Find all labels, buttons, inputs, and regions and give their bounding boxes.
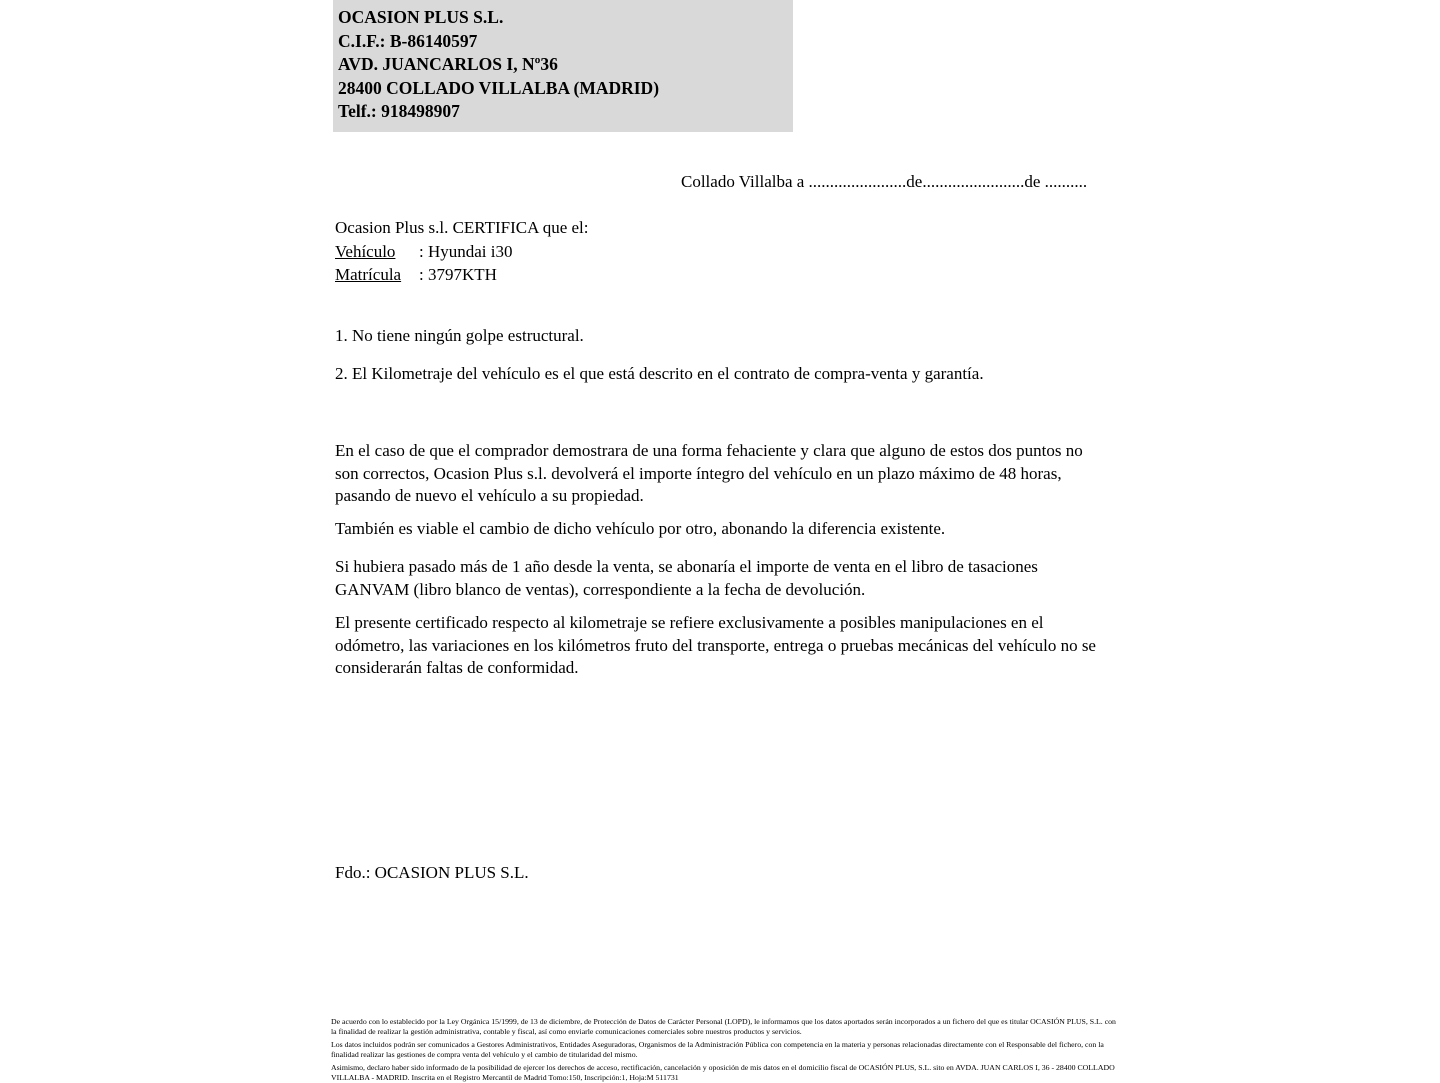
company-header-block (333, 0, 793, 132)
certified-point-1: 1. No tiene ningún golpe estructural. (335, 326, 584, 345)
certification-intro: Ocasion Plus s.l. CERTIFICA que el: (335, 218, 589, 237)
body-paragraph-2: También es viable el cambio de dicho vehículo por otro, abonando la diferencia existente. (335, 519, 946, 538)
place-and-date-line: Collado Villalba a .......................de........................de .......... (681, 172, 1088, 191)
certified-point-2: 2. El Kilometraje del vehículo es el que está descrito en el contrato de compra-venta y garantía. (335, 364, 984, 383)
signature-line: Fdo.: OCASION PLUS S.L. (335, 863, 529, 882)
company-cif: C.I.F.: B-86140597 (338, 30, 478, 51)
plate-value: : 3797KTH (419, 265, 497, 284)
company-address: AVD. JUANCARLOS I, Nº36 (338, 54, 558, 74)
legal-paragraph-3: Asimismo, declaro haber sido informado de la posibilidad de ejercer los derechos de acceso, rectificación, cancelación y oposición de mis datos en el domicilio fiscal de OCASIÓN PLUS, S.L. sito en AVDA. JUAN CARLOS I, 36 - 28400 COLLADO VILLALBA - MADRID. Inscrita en el Registro Mercantil de Madrid Tomo:150, Inscripción:1, Hoja:M 511731 (331, 1063, 1115, 1082)
body-paragraph-4: El presente certificado respecto al kilometraje se refiere exclusivamente a posibles manipulaciones en el odómetro, las variaciones en los kilómetros fruto del transporte, entrega o pruebas mecánicas del vehículo no se considerarán faltas de conformidad. (335, 613, 1096, 677)
body-paragraph-1: En el caso de que el comprador demostrara de una forma fehaciente y clara que alguno de estos dos puntos no son correctos, Ocasion Plus s.l. devolverá el importe íntegro del vehículo en un plazo máximo de 48 horas, pasando de nuevo el vehículo a su propiedad. (335, 441, 1083, 505)
company-city: 28400 COLLADO VILLALBA (MADRID) (338, 77, 660, 98)
plate-row (335, 263, 589, 287)
vehicle-row (335, 240, 589, 264)
company-name: OCASION PLUS S.L. (338, 7, 504, 27)
plate-label: Matrícula (335, 265, 402, 284)
certification-block (335, 216, 589, 287)
company-phone: Telf.: 918498907 (338, 101, 460, 121)
legal-paragraph-2: Los datos incluidos podrán ser comunicados a Gestores Administrativos, Entidades Aseguradoras, Organismos de la Administración Pública con competencia en la materia y personas relacionadas directamente con el Responsable del fichero, con la finalidad realizar las gestiones de compra venta del vehículo y el cambio de titularidad del mismo. (331, 1040, 1104, 1059)
body-paragraph-3: Si hubiera pasado más de 1 año desde la venta, se abonaría el importe de venta en el libro de tasaciones GANVAM (libro blanco de ventas), correspondiente a la fecha de devolución. (335, 557, 1038, 599)
legal-paragraph-1: De acuerdo con lo establecido por la Ley Orgánica 15/1999, de 13 de diciembre, de Protección de Datos de Carácter Personal (LOPD), le informamos que los datos aportados serán incorporados a un fichero del que es titular OCASIÓN PLUS, S.L. con la finalidad de realizar la gestión administrativa, contable y fiscal, así como enviarle comunicaciones comerciales sobre nuestros productos y servicios. (331, 1017, 1116, 1036)
vehicle-value: : Hyundai i30 (419, 241, 513, 261)
vehicle-label: Vehículo (335, 241, 396, 261)
legal-footer (331, 1017, 1121, 1083)
